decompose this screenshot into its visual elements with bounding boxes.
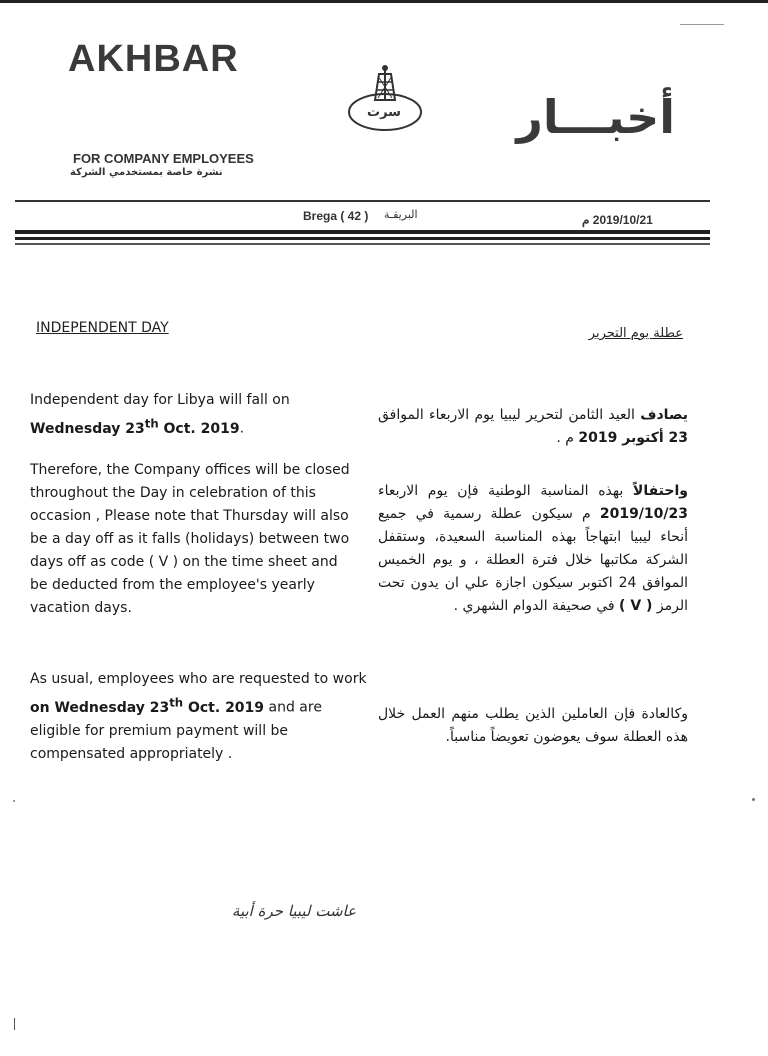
en-p1-month-year: Oct. 2019 [158, 420, 240, 437]
arabic-paragraph-3 [378, 703, 688, 749]
subtitle-en: FOR COMPANY EMPLOYEES [73, 151, 254, 166]
masthead-title-ar: أخبـــار [516, 90, 675, 144]
scan-mark [13, 800, 15, 802]
ar-p1-rest: العيد الثامن لتحرير ليبيا يوم الاربعاء الموافق [378, 407, 641, 423]
header-double-rule-middle [15, 237, 710, 240]
sign-off: عاشت ليبيا حرة أبية [231, 902, 357, 920]
header-rule [15, 200, 710, 202]
issue-place-number: Brega ( 42 ) [303, 209, 369, 223]
ar-p3-text: وكالعادة فإن العاملين الذين يطلب منهم العمل خلال هذه العطلة سوف يعوضون تعويضاً مناسباً. [378, 706, 688, 745]
en-p1-end: . [239, 420, 245, 437]
en-p3-day: on Wednesday 23 [30, 699, 170, 716]
english-paragraph-1 [30, 389, 375, 441]
subtitle-ar: نشرة خاصة بمستخدمي الشركة [70, 167, 223, 178]
ar-p2-bold: واحتفالاً [632, 483, 688, 499]
en-p1-line1: Independent day for Libya will fall on [30, 392, 290, 408]
oil-derrick-icon [345, 62, 425, 142]
en-p3-c: and are eligible for premium payment will be compensated appropriately . [30, 699, 322, 762]
en-p3-a: As usual, employees who are requested to work [30, 671, 367, 687]
ar-p1-bold: يصادف [640, 407, 688, 423]
en-p2-text: Therefore, the Company offices will be closed throughout the Day in celebration of this occasion , Please note that Thursday will also be a day off as it falls (holidays) between two days off as code ( V ) on the time sheet and be deducted from the employee's yearly vacation days. [30, 462, 350, 616]
masthead-title-en: AKHBAR [68, 38, 239, 80]
heading-en: INDEPENDENT DAY [36, 320, 169, 336]
ar-p1-date: 23 أكتوبر 2019 [578, 430, 688, 446]
ar-p1-end: م . [556, 430, 579, 446]
heading-ar: عطلة يوم التحرير [588, 326, 683, 341]
ar-p2-date: 2019/10/23 [599, 506, 688, 522]
issue-place-ar: البريقـة [384, 208, 418, 221]
scan-mark [680, 24, 724, 25]
arabic-paragraph-2 [378, 480, 688, 618]
english-paragraph-3 [30, 668, 370, 766]
en-p1-sup: th [144, 416, 159, 430]
scan-mark [752, 798, 755, 801]
company-logo [345, 62, 425, 142]
english-paragraph-2 [30, 459, 355, 620]
en-p1-date [30, 416, 240, 437]
ar-p2-c: في صحيفة الدوام الشهري . [453, 598, 620, 614]
ar-p2-b: م سيكون عطلة رسمية في جميع أنحاء ليبيا ابتهاجاً بهذه المناسبة السعيدة، وستقفل الشركة مكاتبها خلال فترة العطلة ، و يوم الخميس الموافق 24 اكتوبر سيكون اجازة علي ان يدون تحت الرمز [378, 506, 688, 614]
en-p1-day: Wednesday 23 [30, 420, 145, 437]
ar-p2-a: بهذه المناسبة الوطنية فإن يوم الاربعاء [378, 483, 633, 499]
header-double-rule-bottom [15, 243, 710, 245]
arabic-paragraph-1 [378, 404, 688, 450]
en-p3-date [30, 695, 265, 716]
en-p3-sup: th [169, 695, 184, 709]
en-p3-month-year: Oct. 2019 [183, 699, 265, 716]
scan-mark [14, 1018, 15, 1030]
top-border [0, 0, 768, 3]
ar-p2-code: ( V ) [619, 598, 653, 614]
logo-text: سرت [367, 105, 401, 120]
header-double-rule-top [15, 230, 710, 234]
issue-date: 2019/10/21 م [582, 213, 653, 227]
